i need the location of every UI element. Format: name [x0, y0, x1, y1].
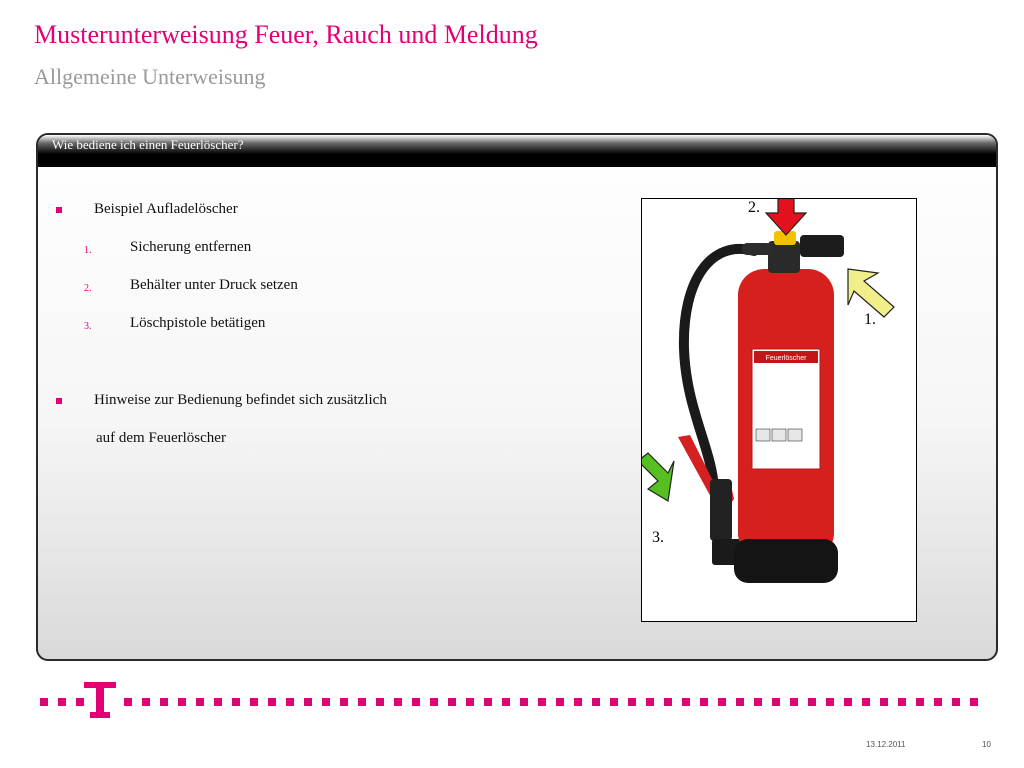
brand-dots: [40, 698, 84, 706]
brand-dot: [970, 698, 978, 706]
brand-dot: [736, 698, 744, 706]
bullet-marker: [56, 207, 62, 213]
brand-dot: [934, 698, 942, 706]
brand-dot: [286, 698, 294, 706]
brand-dot: [664, 698, 672, 706]
step-number-1: 1.: [84, 245, 92, 256]
brand-dot: [484, 698, 492, 706]
brand-dot: [718, 698, 726, 706]
brand-dot: [358, 698, 366, 706]
footer-date: 13.12.2011: [866, 740, 906, 749]
lever: [800, 235, 844, 257]
arrow-step-2: [766, 199, 806, 235]
brand-dot: [214, 698, 222, 706]
step-text-2: Behälter unter Druck setzen: [130, 277, 298, 293]
step-text-3: Löschpistole betätigen: [130, 315, 266, 331]
slide-title: Musterunterweisung Feuer, Rauch und Meldung: [34, 20, 538, 49]
step-number-3: 3.: [84, 321, 92, 332]
brand-dot: [160, 698, 168, 706]
brand-dot: [196, 698, 204, 706]
brand-dot: [574, 698, 582, 706]
content-panel: [36, 133, 998, 661]
brand-dot: [142, 698, 150, 706]
brand-dot: [790, 698, 798, 706]
bullet-marker: [56, 398, 62, 404]
brand-dot: [394, 698, 402, 706]
brand-dot: [808, 698, 816, 706]
slide-subtitle: Allgemeine Unterweisung: [34, 64, 266, 89]
telekom-brand-bar: [40, 680, 990, 720]
brand-dot: [628, 698, 636, 706]
brand-dot-row: [124, 698, 978, 706]
step-number-2: 2.: [84, 283, 92, 294]
brand-dot: [754, 698, 762, 706]
brand-dot: [880, 698, 888, 706]
extinguisher-foot: [734, 539, 838, 583]
brand-dot: [466, 698, 474, 706]
brand-dot: [520, 698, 528, 706]
brand-dot: [322, 698, 330, 706]
brand-dot: [448, 698, 456, 706]
callout-3: 3.: [652, 529, 664, 546]
brand-dot: [916, 698, 924, 706]
brand-dot: [862, 698, 870, 706]
brand-dot: [430, 698, 438, 706]
brand-dot: [772, 698, 780, 706]
callout-1: 1.: [864, 311, 876, 328]
bullet-content: [38, 135, 638, 659]
brand-dot: [502, 698, 510, 706]
instruction-label: [752, 349, 820, 469]
arrow-step-3: [642, 453, 674, 501]
brand-dot: [826, 698, 834, 706]
brand-dot: [340, 698, 348, 706]
brand-dot: [304, 698, 312, 706]
brand-dot: [250, 698, 258, 706]
brand-dot: [592, 698, 600, 706]
brand-dot: [538, 698, 546, 706]
brand-dot: [376, 698, 384, 706]
bullet-item-1: Beispiel Aufladelöscher: [94, 201, 238, 217]
telekom-logo-icon: [84, 682, 116, 718]
extinguisher-figure: [641, 198, 917, 622]
brand-dot: [610, 698, 618, 706]
brand-dot: [898, 698, 906, 706]
panel-header-label: Wie bediene ich einen Feuerlöscher?: [52, 137, 244, 152]
brand-dot: [646, 698, 654, 706]
brand-dot: [700, 698, 708, 706]
brand-dot: [412, 698, 420, 706]
brand-dot: [952, 698, 960, 706]
brand-dot: [268, 698, 276, 706]
valve-head: [768, 241, 800, 273]
footer-page-number: 10: [982, 740, 991, 749]
pistol-grip: [710, 479, 732, 541]
brand-dot: [178, 698, 186, 706]
brand-dot: [124, 698, 132, 706]
arrow-step-1: [848, 269, 894, 317]
brand-dot: [844, 698, 852, 706]
brand-dot: [682, 698, 690, 706]
bullet-item-2: Hinweise zur Bedienung befindet sich zusätzlich: [94, 392, 387, 408]
brand-dot: [556, 698, 564, 706]
brand-dot: [232, 698, 240, 706]
callout-2: 2.: [748, 199, 760, 216]
bullet-item-2-continuation: auf dem Feuerlöscher: [96, 430, 226, 446]
step-text-1: Sicherung entfernen: [130, 239, 252, 255]
fire-extinguisher-illustration: [642, 199, 916, 621]
extinguisher-label-text: Feuerlöscher: [765, 355, 807, 362]
